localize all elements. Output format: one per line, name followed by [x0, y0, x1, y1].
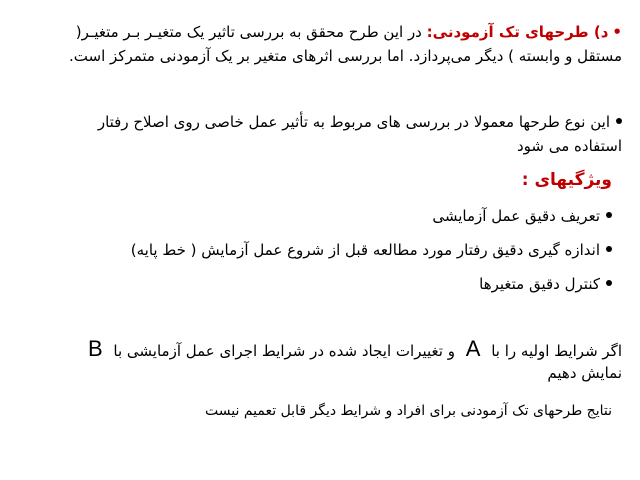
intro-heading: د) طرحهای تک آزمودنی:: [426, 23, 609, 41]
feature-item-text: تعریف دقیق عمل آزمایشی: [432, 207, 600, 225]
bullet-dot-icon: [606, 212, 612, 218]
feature-item: [432, 204, 612, 228]
bullet-dot-icon: [616, 118, 622, 124]
feature-item: [479, 272, 612, 296]
intro-text: در این طرح محقق به بررسی تاثیر یک متغیـر بـر متغیـر( مستقل و وابسته ) دیگر می‌پردازد. اما بررسی اثرهای متغیر بر یک آزمودنی متمرکز است.: [69, 23, 622, 65]
condition-part2: و تغییرات ایجاد شده در شرایط اجرای عمل آزمایشی با: [113, 342, 455, 360]
intro-bullet-mark: •: [612, 23, 622, 41]
conclusion-text: نتایج طرحهای تک آزمودنی برای افراد و شرایط دیگر قابل تعمیم نیست: [205, 403, 612, 419]
usage-bullet: [60, 110, 622, 158]
features-title: ویژگیهای :: [521, 170, 612, 190]
condition-paragraph: [60, 338, 622, 384]
feature-item-text: اندازه گیری دقیق رفتار مورد مطالعه قبل از شروع عمل آزمایش ( خط پایه): [130, 241, 600, 259]
condition-part1: اگر شرایط اولیه را با: [491, 342, 622, 360]
intro-paragraph: [28, 20, 622, 68]
condition-letter-a: A: [465, 336, 481, 361]
feature-item: [131, 238, 612, 262]
condition-letter-b: B: [87, 336, 103, 361]
bullet-dot-icon: [606, 280, 612, 286]
bullet-dot-icon: [606, 246, 612, 252]
condition-part3: نمایش دهیم: [547, 364, 622, 382]
feature-item-text: کنترل دقیق متغیرها: [479, 275, 600, 293]
usage-bullet-text: این نوع طرحها معمولا در بررسی های مربوط به تأثیر عمل خاصی روی اصلاح رفتار استفاده می شود: [97, 113, 622, 155]
